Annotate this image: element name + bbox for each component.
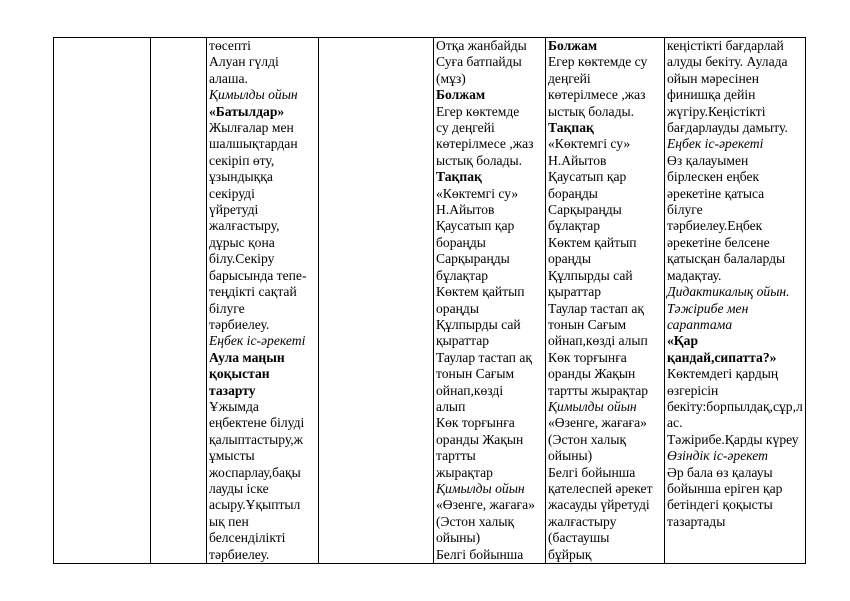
cell-text-line: сараптама: [667, 316, 733, 332]
cell-text-line: ұзындыққа: [209, 169, 273, 185]
table-cell-6: [546, 38, 665, 564]
cell-text-line: «Көктемгі су»: [548, 136, 631, 152]
cell-text-line: шалшықтардан: [209, 136, 298, 152]
cell-text-line: Өз қалауымен: [667, 152, 749, 168]
table-cell-1: [54, 38, 151, 564]
cell-text-line: тартты жырақтар: [548, 382, 649, 398]
cell-text-line: Қаусатып қар: [436, 218, 515, 234]
cell-text-line: Аула маңын: [209, 349, 285, 365]
cell-text-line: Отқа жанбайды: [436, 38, 527, 53]
cell-text-line: Таулар тастап ақ: [548, 300, 644, 316]
cell-text-line: қалыптастыру,ж: [209, 431, 304, 447]
cell-text-line: Егер көктемде су: [548, 54, 648, 70]
cell-text-line: Еңбек іс-әрекеті: [209, 333, 306, 349]
cell-text-line: жүгіру.Кеңістікті: [667, 103, 766, 119]
cell-text-line: ойыны): [436, 530, 481, 546]
cell-text-line: Көктем қайтып: [436, 284, 525, 300]
cell-text-line: Көктем қайтып: [548, 234, 637, 250]
table-cell-3: [207, 38, 319, 564]
cell-text-line: су деңгейі: [436, 120, 495, 136]
cell-text-line: асыру.Ұқыптыл: [209, 497, 301, 513]
cell-text-line: білуге: [209, 300, 245, 316]
cell-text-line: (мұз): [436, 70, 466, 86]
table-cell-5: [434, 38, 546, 564]
cell-text-line: «Өзенге, жағаға»: [436, 497, 535, 513]
cell-text-line: Еңбек іс-әрекеті: [667, 136, 764, 152]
cell-text-line: (бастаушы: [548, 530, 610, 546]
cell-text-line: қатысқан балаларды: [667, 251, 786, 267]
cell-text-line: лауды іске: [209, 480, 269, 496]
cell-text-line: Көктемдегі қардың: [667, 366, 779, 382]
cell-text-line: қателеспей әрекет: [548, 480, 653, 496]
cell-text-line: Алуан гүлді: [209, 54, 279, 70]
cell-text-line: жалғастыру,: [209, 218, 280, 234]
cell-text-line: көтерілмесе ,жаз: [436, 136, 534, 152]
cell-text-line: бұлақтар: [436, 267, 489, 283]
cell-text-line: кеңістікті бағдарлай: [667, 38, 784, 53]
cell-text-line: бұйрық: [548, 546, 592, 562]
cell-text-line: Өзіндік іс-әрекет: [667, 448, 768, 464]
cell-text-line: ойыны): [548, 448, 593, 464]
cell-text-line: ораңды: [436, 300, 479, 316]
cell-text-line: Тақпақ: [436, 169, 482, 185]
cell-text-line: Тәжірибе.Қарды күреу: [667, 431, 799, 447]
cell-text-line: Әр бала өз қалауы: [667, 464, 773, 480]
cell-text-line: Сарқыраңды: [436, 251, 510, 267]
cell-text-line: ойын мәресінен: [667, 70, 760, 86]
cell-text-line: «Қар: [667, 333, 699, 349]
cell-text-line: қыраттар: [548, 284, 602, 300]
cell-text-line: бораңды: [436, 234, 486, 250]
cell-text-line: «Батылдар»: [209, 103, 285, 119]
cell-text-line: (Эстон халық: [436, 513, 515, 529]
cell-text-line: бетіндегі қоқысты: [667, 497, 773, 513]
cell-text-line: Жылғалар мен: [209, 120, 294, 136]
cell-text-line: Құлпырды сай: [548, 267, 633, 283]
cell-text-line: бекіту:борпылдақ,сұр,л: [667, 398, 803, 414]
cell-text-line: төсепті: [209, 38, 251, 53]
cell-text-line: белсенділікті: [209, 530, 286, 546]
cell-text-line: Қимылды ойын: [436, 480, 525, 496]
cell-text-line: өзгерісін: [667, 382, 719, 398]
cell-text-line: ұмысты: [209, 448, 255, 464]
cell-text-line: тазартады: [667, 513, 726, 529]
cell-text-line: алаша.: [209, 70, 248, 86]
cell-text-line: ыстық болады.: [548, 103, 635, 119]
cell-text-line: барысында тепе-: [209, 267, 307, 283]
cell-text-line: бірлескен еңбек: [667, 169, 760, 185]
cell-text-line: Көк торғынға: [436, 415, 515, 431]
table-row: [54, 38, 806, 564]
lesson-plan-table: [53, 37, 806, 564]
cell-text-line: Болжам: [436, 87, 486, 103]
cell-text-line: деңгейі: [548, 70, 591, 86]
cell-text-line: Белгі бойынша: [548, 464, 636, 480]
cell-text-line: көтерілмесе ,жаз: [548, 87, 646, 103]
cell-text-line: Қимылды ойын: [209, 87, 298, 103]
cell-text-line: Егер көктемде: [436, 103, 520, 119]
cell-text-line: ораңды: [548, 251, 591, 267]
cell-text-line: тазарту: [209, 382, 256, 398]
cell-text-line: Н.Айытов: [548, 152, 607, 168]
cell-text-line: финишқа дейін: [667, 87, 756, 103]
cell-text-line: еңбектене білуді: [209, 415, 305, 431]
cell-text-line: қыраттар: [436, 333, 490, 349]
cell-text-line: қандай,сипатта?»: [667, 349, 777, 365]
cell-text-line: жырақтар: [436, 464, 493, 480]
cell-text-line: секіріп өту,: [209, 152, 275, 168]
cell-text-line: алуды бекіту. Аулада: [667, 54, 788, 70]
cell-text-line: бұлақтар: [548, 218, 601, 234]
cell-text-line: Белгі бойынша: [436, 546, 524, 562]
cell-text-line: тәрбиелеу.: [209, 546, 270, 562]
table-cell-4: [319, 38, 434, 564]
cell-text-line: оранды Жақын: [436, 431, 524, 447]
cell-text-line: Тәжірибе мен: [667, 300, 749, 316]
cell-text-line: үйретуді: [209, 202, 259, 218]
cell-text-line: ыстық болады.: [436, 152, 523, 168]
cell-text-line: оранды Жақын: [548, 366, 636, 382]
cell-text-line: Қаусатып қар: [548, 169, 627, 185]
cell-text-line: мадақтау.: [667, 267, 722, 283]
cell-text-line: бағдарлауды дамыту.: [667, 120, 788, 136]
cell-text-line: алып: [436, 398, 466, 414]
cell-text-line: «Көктемгі су»: [436, 185, 519, 201]
table-cell-7: [665, 38, 806, 564]
cell-text-line: Н.Айытов: [436, 202, 495, 218]
cell-text-line: тәрбиелеу.Еңбек: [667, 218, 763, 234]
cell-text-line: ас.: [667, 415, 683, 431]
cell-text-line: секіруді: [209, 185, 255, 201]
cell-text-line: (Эстон халық: [548, 431, 627, 447]
cell-text-line: тонын Сағым: [548, 316, 627, 332]
cell-text-line: дұрыс қона: [209, 234, 275, 250]
cell-text-line: Дидактикалық ойын.: [667, 284, 790, 300]
cell-text-line: Суға батпайды: [436, 54, 522, 70]
cell-text-line: Құлпырды сай: [436, 316, 521, 332]
cell-text-line: бойынша еріген қар: [667, 480, 783, 496]
cell-text-line: тонын Сағым: [436, 366, 515, 382]
cell-text-line: ойнап,көзді: [436, 382, 504, 398]
cell-text-line: Ұжымда: [209, 398, 259, 414]
cell-text-line: жалғастыру: [548, 513, 617, 529]
cell-text-line: Болжам: [548, 38, 598, 53]
cell-text-line: «Өзенге, жағаға»: [548, 415, 647, 431]
cell-text-line: жоспарлау,бақы: [209, 464, 301, 480]
cell-text-line: Сарқыраңды: [548, 202, 622, 218]
cell-text-line: теңдікті сақтай: [209, 284, 297, 300]
cell-text-line: тартты: [436, 448, 476, 464]
cell-text-line: Көк торғынға: [548, 349, 627, 365]
cell-text-line: Тақпақ: [548, 120, 594, 136]
cell-text-line: жасауды үйретуді: [548, 497, 650, 513]
cell-text-line: Таулар тастап ақ: [436, 349, 532, 365]
cell-text-line: әрекетіне қатыса білуге: [667, 185, 768, 218]
cell-text-line: тәрбиелеу.: [209, 316, 270, 332]
cell-text-line: ық пен: [209, 513, 249, 529]
cell-text-line: ойнап,көзді алып: [548, 333, 648, 349]
cell-text-line: қоқыстан: [209, 366, 270, 382]
cell-text-line: Қимылды ойын: [548, 398, 637, 414]
cell-text-line: білу.Секіру: [209, 251, 275, 267]
cell-text-line: әрекетіне белсене: [667, 234, 770, 250]
cell-text-line: бораңды: [548, 185, 598, 201]
table-cell-2: [151, 38, 207, 564]
